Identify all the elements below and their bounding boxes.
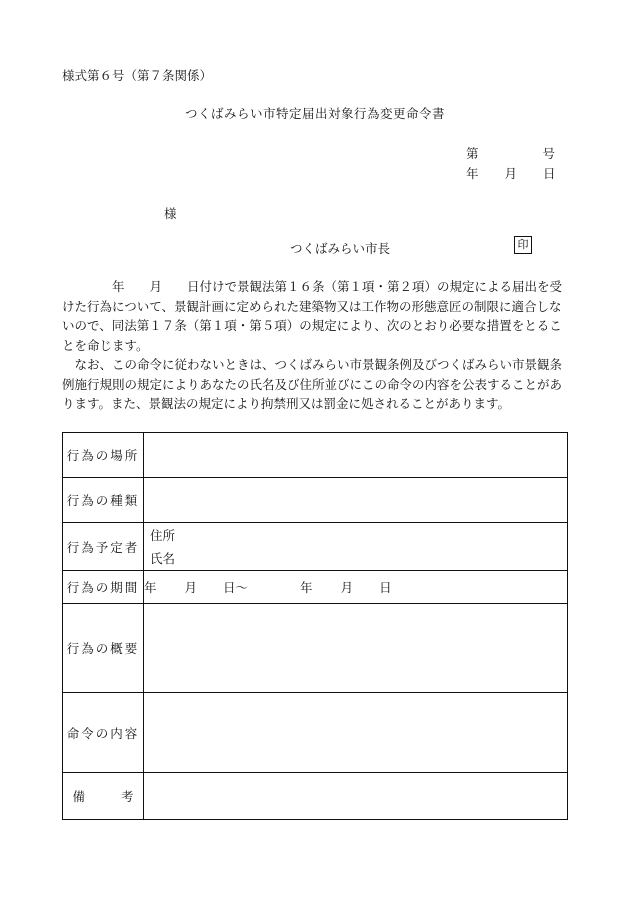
number-dai: 第 [466, 146, 479, 161]
details-table [62, 432, 568, 820]
table-row-summary [63, 604, 568, 693]
type-field[interactable] [144, 478, 568, 523]
table-row-order [63, 693, 568, 773]
body-text [62, 277, 572, 414]
actor-label: 行為予定者 [63, 523, 144, 571]
notes-label [63, 773, 144, 820]
actor-name-label: 氏名 [150, 550, 176, 566]
date-month: 月 [504, 166, 518, 181]
number-go: 号 [542, 146, 556, 161]
place-field[interactable] [144, 433, 568, 478]
period-year-1: 年 [144, 580, 157, 595]
period-field[interactable] [144, 571, 568, 604]
body-paragraph-1: 年 月 日付けで景観法第１６条（第１項・第２項）の規定による届出を受けた行為について、景観計画に定められた建築物又は工作物の形態意匠の制限に適合しないので、同法第１７条（第１項・第５項）の規定により、次のとおり必要な措置をとることを命じます。 [62, 279, 563, 353]
place-label: 行為の場所 [63, 433, 144, 478]
addressee-suffix: 様 [164, 206, 177, 221]
period-label: 行為の期間 [63, 571, 144, 604]
period-month-2: 月 [340, 580, 354, 595]
issue-date-line [466, 164, 556, 182]
table-row-actor [63, 523, 568, 571]
summary-field[interactable] [144, 604, 568, 693]
notes-label-char-1: 備 [72, 789, 85, 804]
form-label: 様式第６号（第７条関係） [62, 68, 213, 83]
table-row-period [63, 571, 568, 604]
order-field[interactable] [144, 693, 568, 773]
date-year: 年 [466, 166, 479, 181]
period-day-2: 日 [379, 580, 392, 595]
document-number-line [466, 144, 555, 162]
period-year-2: 年 [300, 580, 313, 595]
actor-field[interactable] [144, 523, 568, 571]
order-label: 命令の内容 [63, 693, 144, 773]
actor-address-label: 住所 [150, 527, 176, 543]
type-label: 行為の種類 [63, 478, 144, 523]
table-row-type [63, 478, 568, 523]
summary-label: 行為の概要 [63, 604, 144, 693]
document-title: つくばみらい市特定届出対象行為変更命令書 [184, 106, 445, 121]
table-row-notes [63, 773, 568, 820]
seal-mark: 印 [514, 236, 532, 254]
notes-field[interactable] [144, 773, 568, 820]
notes-label-char-2: 考 [121, 789, 134, 804]
period-day-1: 日～ [223, 580, 249, 595]
body-paragraph-2: なお、この命令に従わないときは、つくばみらい市景観条例及びつくばみらい市景観条例施行規則の規定によりあなたの氏名及び住所並びにこの命令の内容を公表することがあります。また、景観法の規定により拘禁刑又は罰金に処されることがあります。 [62, 357, 563, 411]
period-month-1: 月 [184, 580, 198, 595]
table-row-place [63, 433, 568, 478]
issuer-name: つくばみらい市長 [290, 241, 391, 256]
date-day: 日 [543, 166, 556, 181]
